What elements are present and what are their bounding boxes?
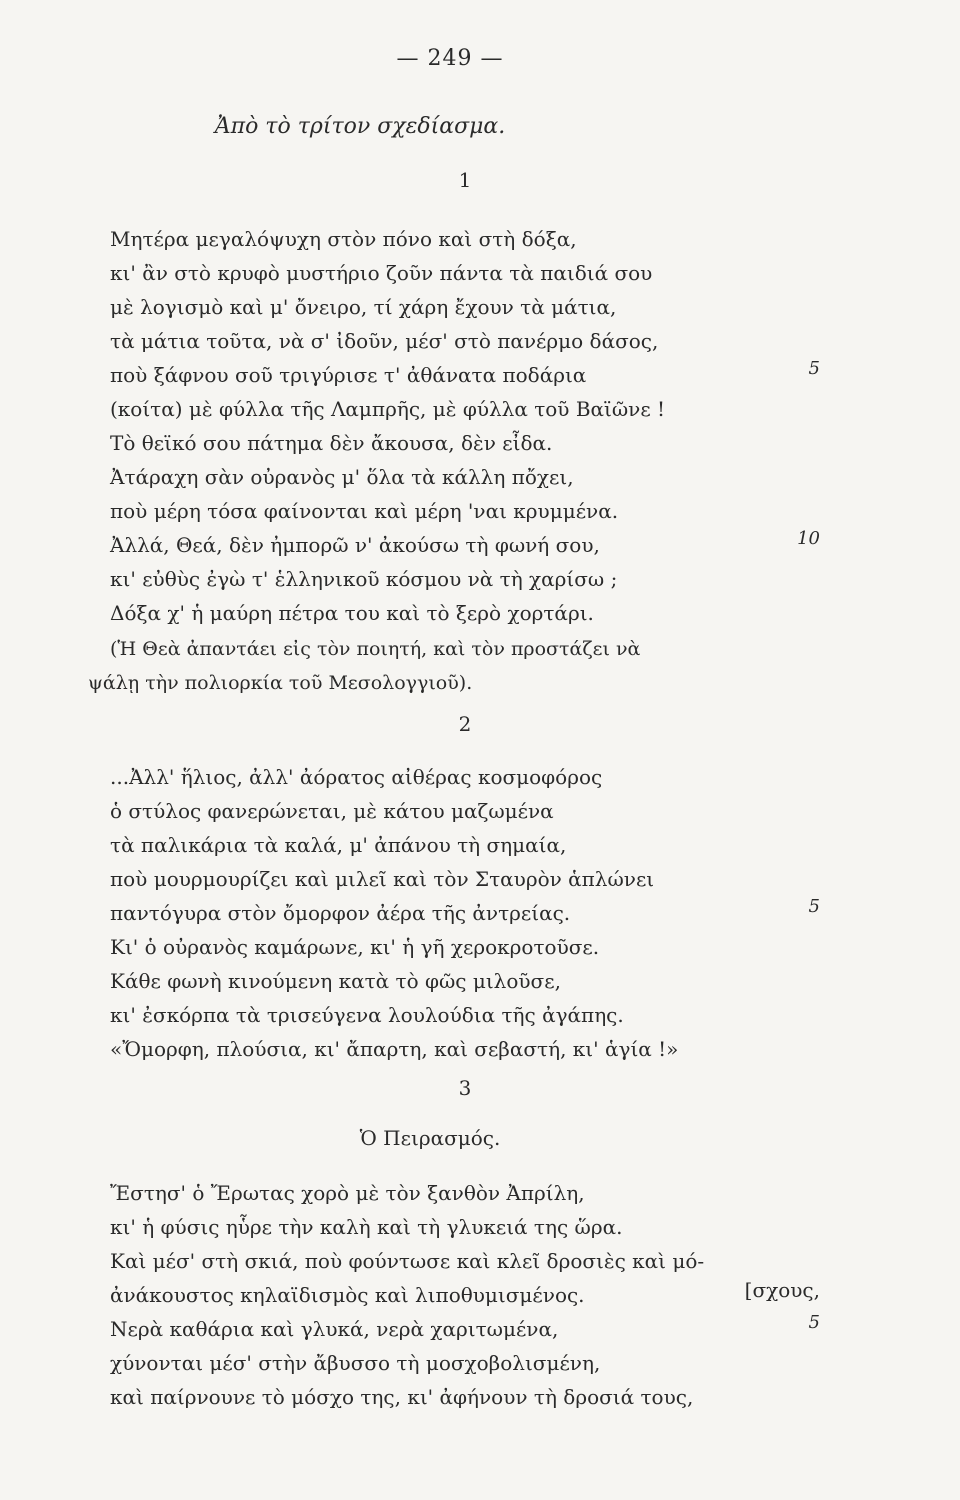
verse-line: Τὸ θεϊκό σου πάτημα δὲν ἄκουσα, δὲν εἶδα.: [110, 431, 553, 455]
verse-line: κι' ἐσκόρπα τὰ τρισεύγενα λουλούδια τῆς ἀγάπης.: [110, 1003, 624, 1027]
verse-line: τὰ μάτια τοῦτα, νὰ σ' ἰδοῦν, μέσ' στὸ πανέρμο δάσος,: [110, 329, 659, 353]
line-number: 5: [808, 1312, 820, 1333]
verse-line: κι' ἂν στὸ κρυφὸ μυστήριο ζοῦν πάντα τὰ παιδιά σου: [110, 261, 653, 285]
verse-line: κι' εὐθὺς ἐγὼ τ' ἑλληνικοῦ κόσμου νὰ τὴ χαρίσω ;: [110, 567, 618, 591]
verse-line: Κι' ὁ οὐρανὸς καμάρωνε, κι' ἡ γῆ χεροκροτοῦσε.: [110, 935, 600, 959]
verse-line: ποὺ ξάφνου σοῦ τριγύρισε τ' ἀθάνατα ποδάρια: [110, 363, 587, 387]
verse-line: Καὶ μέσ' στὴ σκιά, ποὺ φούντωσε καὶ κλεῖ δροσιὲς καὶ μό-: [110, 1249, 705, 1273]
part-number-2: 2: [458, 712, 472, 736]
stage-note: (Ἡ Θεὰ ἀπαντάει εἰς τὸν ποιητή, καὶ τὸν προστάζει νὰ: [110, 638, 641, 660]
verse-line: κι' ἡ φύσις ηὗρε τὴν καλὴ καὶ τὴ γλυκειά της ὥρα.: [110, 1215, 623, 1239]
verse-line: Μητέρα μεγαλόψυχη στὸν πόνο καὶ στὴ δόξα,: [110, 227, 577, 251]
carryover-text: [σχους,: [744, 1278, 820, 1302]
verse-line: καὶ παίρνουνε τὸ μόσχο της, κι' ἀφήνουν τὴ δροσιά τους,: [110, 1385, 694, 1409]
verse-line: ποὺ μουρμουρίζει καὶ μιλεῖ καὶ τὸν Σταυρὸν ἁπλώνει: [110, 867, 655, 891]
verse-line: Νερὰ καθάρια καὶ γλυκά, νερὰ χαριτωμένα,: [110, 1317, 559, 1341]
verse-line: τὰ παλικάρια τὰ καλά, μ' ἀπάνου τὴ σημαία,: [110, 833, 567, 857]
verse-line: μὲ λογισμὸ καὶ μ' ὄνειρο, τί χάρη ἔχουν τὰ μάτια,: [110, 295, 617, 319]
verse-line: χύνονται μέσ' στὴν ἄβυσσο τὴ μοσχοβολισμένη,: [110, 1351, 601, 1375]
verse-line: «Ὄμορφη, πλούσια, κι' ἄπαρτη, καὶ σεβαστή, κι' ἁγία !»: [110, 1037, 679, 1061]
part-subtitle: Ὁ Πειρασμός.: [359, 1126, 501, 1150]
page-number: — 249 —: [396, 46, 504, 71]
verse-line: ποὺ μέρη τόσα φαίνονται καὶ μέρη 'ναι κρυμμένα.: [110, 499, 619, 523]
verse-line: Δόξα χ' ἡ μαύρη πέτρα του καὶ τὸ ξερὸ χορτάρι.: [110, 601, 594, 625]
verse-line: Ἀτάραχη σὰν οὐρανὸς μ' ὅλα τὰ κάλλη πὄχει,: [110, 465, 574, 489]
verse-line: Ἔστησ' ὁ Ἔρωτας χορὸ μὲ τὸν ξανθὸν Ἀπρίλη,: [110, 1181, 585, 1205]
verse-line: ἀνάκουστος κηλαϊδισμὸς καὶ λιποθυμισμένος.: [110, 1283, 585, 1307]
verse-line: Κάθε φωνὴ κινούμενη κατὰ τὸ φῶς μιλοῦσε,: [110, 969, 561, 993]
section-title: Ἀπὸ τὸ τρίτον σχεδίασμα.: [214, 114, 506, 139]
verse-line: ...Ἀλλ' ἥλιος, ἀλλ' ἀόρατος αἰθέρας κοσμοφόρος: [110, 765, 603, 789]
verse-line: παντόγυρα στὸν ὄμορφον ἀέρα τῆς ἀντρείας.: [110, 901, 571, 925]
line-number: 5: [808, 896, 820, 917]
verse-line: ὁ στύλος φανερώνεται, μὲ κάτου μαζωμένα: [110, 799, 554, 823]
verse-line: Ἀλλά, Θεά, δὲν ἠμπορῶ ν' ἀκούσω τὴ φωνή σου,: [110, 533, 600, 557]
line-number: 5: [808, 358, 820, 379]
verse-line: (κοίτα) μὲ φύλλα τῆς Λαμπρῆς, μὲ φύλλα τοῦ Βαϊῶνε !: [110, 397, 666, 421]
line-number: 10: [797, 528, 820, 549]
stage-note: ψάλῃ τὴν πολιορκία τοῦ Μεσολογγιοῦ).: [88, 672, 473, 694]
part-number-1: 1: [458, 168, 472, 192]
part-number-3: 3: [458, 1076, 472, 1100]
